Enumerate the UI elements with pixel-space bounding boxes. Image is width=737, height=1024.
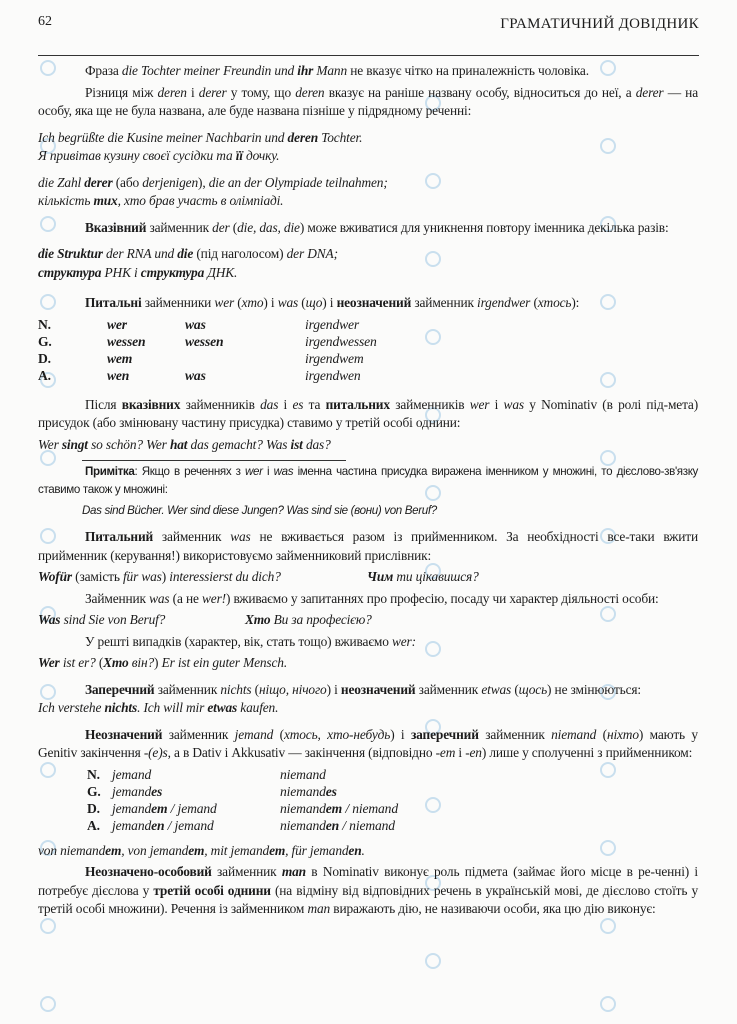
paragraph [38,528,698,565]
italic-text: interessierst du dich? [169,569,281,584]
running-header [38,0,699,56]
paragraph [38,62,698,81]
table-cell [280,783,698,800]
text-run: Фраза [85,63,122,78]
text-run: , а в Dativ і Akkusativ — закінчення (відповідно [167,745,436,760]
example-line [38,147,698,166]
note-paragraph [38,463,698,499]
emphasis-text: en [151,817,165,833]
emphasis-text: en [348,842,362,858]
italic-text: sind Sie von Beruf? [60,612,166,627]
text-run: не вказує чітко на приналежність чоловіка. [347,63,589,78]
italic-text: derjenigen [142,174,199,190]
emphasis-text: Wofür [38,569,72,584]
emphasis-text: Заперечний [85,681,155,697]
emphasis-text: Чим [367,569,394,584]
italic-text: jemand [112,800,152,816]
example-line [38,245,698,264]
text-run: ) і [326,681,341,697]
emphasis-text: Примітка [85,465,135,478]
table-cell [112,766,280,783]
emphasis-text: неозначений [340,681,416,697]
emphasis-text: ihr [297,63,314,78]
emphasis-text: Питальний [85,529,154,544]
example-line [38,611,245,630]
italic-text: wer [469,396,490,412]
italic-text: . Ich will mir [137,700,208,715]
italic-text: wer [214,295,235,310]
italic-text: so schön? Wer [87,436,170,452]
italic-text: ) von Beruf? [377,504,437,517]
table-cell: was [185,316,206,332]
italic-text: дочку. [242,148,280,163]
italic-text: etwas [481,681,512,697]
italic-text: der DNA; [286,246,338,261]
italic-text: Wer [38,436,62,452]
italic-text: він? [128,655,155,670]
text-run: ( [596,726,607,742]
case-label: N. [38,316,51,332]
italic-text: Ich begrüßte die Kusine meiner Nachbarin und [38,129,288,145]
italic-text: derer [198,84,227,100]
emphasis-text: структура [140,264,205,280]
text-run: (на відміну від відповідних речень в українській мові, де дієслово стоїть у третій особі множини). Речення із займенником [38,882,698,916]
case-label: A. [87,817,100,833]
table-cell: wessen [185,333,224,349]
emphasis-text: ist [290,436,303,452]
italic-text: хтось, хто-небудь [283,726,391,742]
text-run: ): [571,295,580,310]
text-run: ( [229,219,238,235]
example-line [38,436,698,455]
text-run: займенник [415,681,482,697]
text-run: — на особу, яка ще не була названа, але буде названа пізніше у підрядному реченні: [38,84,698,118]
italic-text: von niemand [38,842,106,858]
italic-text: wer [244,465,263,478]
italic-text: niemand [280,817,326,833]
emphasis-text: en [325,817,340,833]
italic-text: wer! [202,590,226,606]
emphasis-text: deren [287,129,318,145]
table-cell [280,817,698,834]
emphasis-text: derer [84,174,113,190]
italic-text: . [361,842,365,858]
text-run: ( [251,681,259,697]
italic-text: ist er? [59,655,99,670]
text-run: ) мають у Genitiv закінчення [38,726,698,760]
page-body [38,62,698,919]
italic-text: ти цікавишся? [393,569,479,584]
emphasis-text: вказівних [121,396,181,412]
italic-text: Tochter. [318,129,363,145]
case-label: D. [38,350,51,366]
text-run: вказує на раніше названу особу, відноситься до неї, а [324,84,636,100]
emphasis-text: Неозначено-особовий [85,864,212,879]
text-run: (під наголосом) [193,246,287,261]
text-run: і [186,84,199,100]
italic-text: niemand [551,726,597,742]
emphasis-text: Неозначений [85,726,163,742]
italic-text: / jemand [164,817,214,833]
italic-text: хтось [537,295,572,310]
italic-text: / niemand [339,817,395,833]
text-run: виражають дію, не називаючи особи, яка цю дію виконує: [330,901,656,916]
emphasis-text: etwas [207,700,238,715]
italic-text: nichts [220,681,252,697]
italic-text: Er ist ein guter Mensch. [161,655,288,670]
text-run: займенник [411,295,478,310]
text-run: ( [511,681,519,697]
italic-text: jemand [234,726,274,742]
example-translation [367,568,479,587]
text-run: Після [85,396,122,412]
text-run: іменна частина присудка виражена іменником у множині, то дієслово-зв'язку ставимо також у множині: [38,465,698,496]
italic-text: kaufen. [237,700,279,715]
table-cell [112,800,280,817]
italic-text: niemand [280,800,326,816]
italic-text: niemand [280,766,326,782]
italic-text: derer [635,84,664,100]
emphasis-text: em [188,842,205,858]
emphasis-text: hat [169,436,188,452]
watermark-logo-icon [40,918,56,934]
emphasis-text: singt [61,436,88,452]
example-pair [38,568,698,587]
emphasis-text: man [281,864,306,879]
text-run: займенників [180,396,261,412]
example-line [38,192,698,211]
italic-text: , хто брав участь в олімпіаді. [117,193,284,208]
paragraph [38,726,698,763]
italic-text: jemand [112,783,152,799]
table-cell: wen [107,367,130,383]
emphasis-text: неозначений [336,295,412,310]
text-run: ) і [390,726,411,742]
emphasis-text: її [235,148,243,163]
text-run: і [489,396,504,412]
watermark-logo-icon [600,918,616,934]
italic-text: jemand [112,817,152,833]
emphasis-text: заперечний [410,726,479,742]
italic-text: -en [465,745,482,760]
italic-text: die an der Olympiade teilnahmen; [208,174,388,190]
text-run: і [278,396,293,412]
italic-text: das gemacht? Was [187,436,291,452]
text-run: займенник [153,529,231,544]
text-run: займенник [211,864,282,879]
emphasis-text: питальних [325,396,390,412]
paragraph [38,590,698,609]
italic-text: es [292,396,304,412]
case-label: D. [87,800,100,816]
paragraph [38,294,698,313]
paragraph [38,633,698,652]
emphasis-text: die Struktur [38,246,103,261]
declension-table-wer-was [38,316,698,384]
paragraph [38,396,698,433]
example-line [38,842,698,861]
italic-text: вони [354,504,378,517]
text-run: ) може вживатися для уникнення повтору іменника декілька разів: [299,219,669,235]
italic-text: das [260,396,279,412]
italic-text: ніхто [606,726,639,742]
text-run: (замість [71,569,123,584]
paragraph [38,219,698,238]
case-label: G. [87,783,101,799]
text-run: займенників [389,396,470,412]
emphasis-text: nichts [104,700,138,715]
italic-text: , von jemand [121,842,189,858]
emphasis-text: em [325,800,343,816]
emphasis-text: em [105,842,122,858]
text-run: ) [154,655,162,670]
italic-text: deren [157,84,187,100]
text-run: ( [298,295,306,310]
italic-text: ДНК. [204,264,238,280]
italic-text: was [230,529,251,544]
table-cell [185,350,305,367]
italic-text: кількість [38,193,94,208]
italic-text: jemand [112,766,152,782]
table-cell: wem [107,350,133,366]
italic-text: niemand [280,783,326,799]
watermark-logo-icon [600,996,616,1012]
paragraph [38,681,698,700]
text-run: Займенник [85,590,150,606]
text-run: і [455,745,466,760]
italic-text: was [273,465,294,478]
italic-text: die, das, die [237,219,300,235]
italic-text: ніщо, нічого [259,681,327,697]
emphasis-text: es [325,783,337,799]
text-run: ) вживаємо у запитаннях про професію, посаду чи характер діяльності особи: [225,590,659,606]
emphasis-text: die [177,246,194,261]
emphasis-text: третій особі однини [153,882,271,898]
emphasis-text: структура [38,264,102,280]
emphasis-text: es [151,783,163,799]
text-run: (а не [169,590,202,606]
italic-text: wer: [391,633,416,649]
note-example [82,502,698,520]
text-run: ) не змінюються: [547,681,641,697]
paragraph [38,84,698,121]
emphasis-text: Was [38,612,61,627]
italic-text: хто [241,295,264,310]
text-run: займенники [141,295,215,310]
italic-text: deren [295,84,325,100]
text-run: у Nominativ (в ролі під-мета) присудок (або змінювану частину присудка) ставимо у третій особі однини: [38,396,699,430]
text-run: Різниця між [85,84,158,100]
case-label: G. [38,333,52,349]
text-run: ( [234,295,242,310]
paragraph [38,863,698,919]
emphasis-text: Хто [103,655,129,670]
italic-text: Das sind Bücher. Wer sind diese Jungen? Was sind sie ( [82,504,355,517]
running-header-title: ГРАМАТИЧНИЙ ДОВІДНИК [500,16,699,32]
case-label: A. [38,367,51,383]
italic-text: -(e)s [143,745,168,760]
note-separator [82,460,346,461]
italic-text: -em [435,745,456,760]
table-cell [112,817,280,834]
table-cell: irgendwem [305,350,364,366]
text-run: займенник [146,219,213,235]
italic-text: Я привітав кузину своєї сусідки та [38,148,236,163]
table-cell: wessen [107,333,146,349]
emphasis-text: Питальні [85,295,142,310]
table-cell: irgendwen [305,367,361,383]
text-run: ) [161,569,170,584]
italic-text: für was [122,569,162,584]
italic-text: Mann [313,63,348,78]
example-line [38,699,698,718]
watermark-logo-icon [425,953,441,969]
italic-text: was [503,396,524,412]
emphasis-text: Wer [38,655,60,670]
table-cell [112,783,280,800]
italic-text: der RNA und [102,246,178,261]
italic-text: was [277,295,299,310]
text-run: ( [98,655,104,670]
italic-text: was [149,590,170,606]
example-translation [245,611,372,630]
text-run: займенник [162,726,235,742]
italic-text: РНК і [101,264,141,280]
table-cell [280,766,698,783]
text-run: ( [273,726,284,742]
text-run: займенник [154,681,221,697]
italic-text: що [305,295,323,310]
text-run: у тому, що [226,84,296,100]
italic-text: , für jemand [285,842,349,858]
table-cell: was [185,367,206,383]
watermark-logo-icon [40,996,56,1012]
table-cell: irgendwessen [305,333,377,349]
italic-text: / jemand [167,800,217,816]
italic-text: щось [518,681,548,697]
text-run: в Nominativ виконує роль підмета (займає його місце в ре-ченні) і потребує дієслова у [38,864,698,898]
italic-text: irgendwer [477,295,531,310]
italic-text: , mit jemand [204,842,270,858]
example-line [38,654,698,673]
italic-text: Ви за професією? [270,612,372,627]
text-run: У решті випадків (характер, вік, стать тощо) вживаємо [85,633,392,649]
italic-text: das? [302,436,331,452]
text-run: ), [198,174,209,190]
italic-text: Ich verstehe [38,700,105,715]
table-cell [280,800,698,817]
text-run: : Якщо в реченнях з [134,465,245,478]
emphasis-text: em [151,800,168,816]
italic-text: / niemand [342,800,398,816]
case-label: N. [87,766,100,782]
emphasis-text: Вказівний [85,219,147,235]
italic-text: die Zahl [38,174,85,190]
table-cell: irgendwer [305,316,360,332]
text-run: не вживається разом із прийменником. За необхідності все-таки вжити прийменник (керування!) використовуємо займенниковий прислівник: [38,529,699,563]
italic-text: der [212,219,230,235]
declension-table-jemand-niemand [87,766,698,834]
example-line [38,174,698,193]
example-pair [38,611,698,630]
example-line [38,264,698,283]
emphasis-text: em [269,842,286,858]
text-run: (або [112,174,143,190]
italic-text: die Tochter meiner Freundin und [121,63,298,78]
italic-text: man [307,901,331,916]
example-line [38,568,367,587]
emphasis-text: Хто [245,612,271,627]
example-line [38,129,698,148]
text-run: і [262,465,274,478]
table-cell: wer [107,316,127,332]
text-run: ) і [263,295,278,310]
text-run: ) лише у сполученні з прийменником: [481,745,693,760]
emphasis-text: тих [93,193,118,208]
text-run: та [303,396,326,412]
text-run: ( [530,295,538,310]
page-number: 62 [38,14,52,29]
text-run: займенник [478,726,552,742]
text-run: ) і [322,295,337,310]
